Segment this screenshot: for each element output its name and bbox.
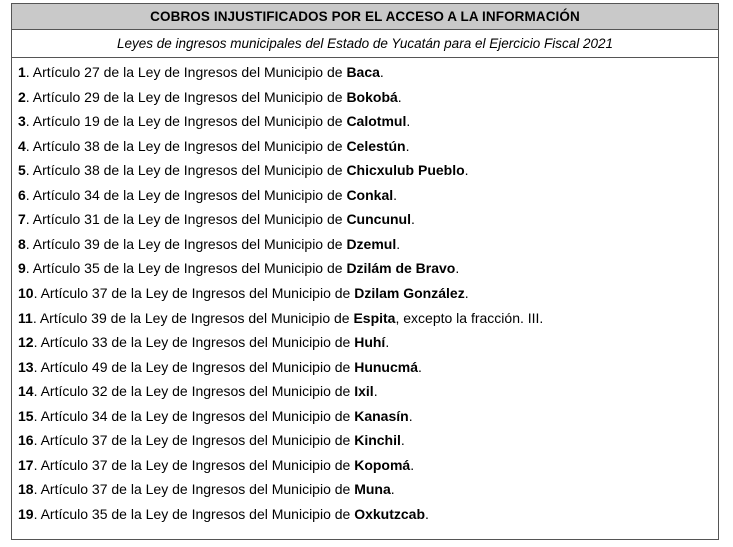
item-article-text: . Artículo 33 de la Ley de Ingresos del Municipio de: [33, 334, 355, 351]
item-suffix: .: [385, 334, 390, 351]
item-municipio: Chicxulub Pueblo: [346, 162, 465, 179]
list-item: [18, 210, 415, 228]
item-number: 7: [18, 211, 26, 228]
item-number: 18: [18, 481, 34, 498]
item-municipio: Bokobá: [346, 88, 398, 105]
item-number: 16: [18, 432, 34, 449]
item-suffix: .: [373, 383, 378, 400]
item-suffix: .: [464, 284, 469, 301]
item-municipio: Hunucmá: [354, 358, 419, 375]
list-item: [18, 431, 405, 449]
item-article-text: . Artículo 32 de la Ley de Ingresos del Municipio de: [33, 383, 355, 400]
item-municipio: Dzilám de Bravo: [346, 260, 456, 277]
item-article-text: . Artículo 37 de la Ley de Ingresos del Municipio de: [33, 432, 355, 449]
item-number: 15: [18, 407, 34, 424]
list-item: [18, 382, 378, 400]
item-number: 14: [18, 383, 34, 400]
item-municipio: Celestún: [346, 137, 406, 154]
item-municipio: Muna: [354, 481, 391, 498]
list-item: [18, 88, 402, 106]
list-item: [18, 235, 400, 253]
item-suffix: .: [405, 137, 410, 154]
list-item: [18, 137, 409, 155]
item-suffix: .: [418, 358, 422, 375]
item-number: 10: [18, 284, 34, 301]
item-municipio: Espita: [353, 309, 396, 326]
item-number: 2: [18, 88, 26, 105]
item-suffix: .: [379, 64, 384, 80]
item-article-text: . Artículo 38 de la Ley de Ingresos del Municipio de: [25, 137, 347, 154]
list-item: [18, 259, 459, 277]
item-number: 4: [18, 137, 26, 154]
item-suffix: .: [408, 407, 413, 424]
list-item: [18, 358, 422, 376]
item-municipio: Baca: [346, 64, 380, 80]
list-item: [18, 309, 543, 327]
list-item: [18, 407, 413, 425]
item-article-text: . Artículo 35 de la Ley de Ingresos del Municipio de: [33, 505, 355, 522]
item-article-text: . Artículo 29 de la Ley de Ingresos del Municipio de: [25, 88, 347, 105]
table-title: COBROS INJUSTIFICADOS POR EL ACCESO A LA INFORMACIÓN: [12, 4, 718, 30]
item-article-text: . Artículo 39 de la Ley de Ingresos del Municipio de: [25, 235, 347, 252]
item-article-text: . Artículo 37 de la Ley de Ingresos del Municipio de: [33, 456, 355, 473]
item-municipio: Kanasín: [354, 407, 409, 424]
item-suffix: .: [410, 211, 415, 228]
item-municipio: Huhí: [354, 334, 386, 351]
item-municipio: Oxkutzcab: [354, 505, 426, 522]
item-article-text: . Artículo 34 de la Ley de Ingresos del Municipio de: [25, 186, 347, 203]
item-municipio: Dzemul: [346, 235, 397, 252]
list-item: [18, 333, 389, 351]
item-suffix: .: [406, 113, 411, 130]
list-item: [18, 456, 414, 474]
item-number: 9: [18, 260, 26, 277]
item-number: 3: [18, 113, 26, 130]
item-municipio: Kopomá: [354, 456, 411, 473]
list-item: [18, 63, 384, 81]
item-suffix: .: [393, 186, 398, 203]
item-article-text: . Artículo 37 de la Ley de Ingresos del Municipio de: [33, 284, 355, 301]
item-suffix: .: [464, 162, 469, 179]
item-article-text: . Artículo 49 de la Ley de Ingresos del Municipio de: [33, 358, 355, 375]
item-municipio: Conkal: [346, 186, 394, 203]
item-suffix: .: [425, 505, 429, 522]
item-article-text: . Artículo 37 de la Ley de Ingresos del Municipio de: [33, 481, 355, 498]
item-municipio: Calotmul: [346, 113, 407, 130]
list-item: [18, 505, 429, 523]
item-suffix: , excepto la fracción. III.: [395, 309, 544, 326]
item-municipio: Ixil: [354, 383, 374, 400]
list-item: [18, 112, 410, 130]
item-municipio: Cuncunul: [346, 211, 411, 228]
item-article-text: . Artículo 19 de la Ley de Ingresos del Municipio de: [25, 113, 347, 130]
item-suffix: .: [400, 432, 405, 449]
item-number: 19: [18, 505, 34, 522]
item-number: 11: [18, 309, 33, 326]
item-number: 1: [18, 64, 26, 80]
item-number: 8: [18, 235, 26, 252]
list-item: [18, 161, 469, 179]
list-item: [18, 480, 395, 498]
item-municipio: Dzilam González: [354, 284, 465, 301]
item-suffix: .: [397, 88, 402, 105]
item-article-text: . Artículo 38 de la Ley de Ingresos del Municipio de: [25, 162, 347, 179]
item-number: 17: [18, 456, 34, 473]
item-number: 12: [18, 334, 34, 351]
item-municipio: Kinchil: [354, 432, 401, 449]
item-article-text: . Artículo 27 de la Ley de Ingresos del Municipio de: [25, 64, 347, 80]
item-article-text: . Artículo 35 de la Ley de Ingresos del Municipio de: [25, 260, 347, 277]
item-suffix: .: [455, 260, 460, 277]
list-item: [18, 284, 469, 302]
item-number: 6: [18, 186, 26, 203]
document-table: [11, 3, 719, 540]
table-subtitle: Leyes de ingresos municipales del Estado de Yucatán para el Ejercicio Fiscal 2021: [12, 30, 718, 58]
item-article-text: . Artículo 31 de la Ley de Ingresos del Municipio de: [25, 211, 347, 228]
item-number: 5: [18, 162, 26, 179]
item-article-text: . Artículo 39 de la Ley de Ingresos del Municipio de: [32, 309, 354, 326]
item-suffix: .: [390, 481, 395, 498]
item-suffix: .: [396, 235, 401, 252]
item-article-text: . Artículo 34 de la Ley de Ingresos del Municipio de: [33, 407, 355, 424]
item-number: 13: [18, 358, 34, 375]
list-item: [18, 186, 397, 204]
item-suffix: .: [410, 456, 415, 473]
